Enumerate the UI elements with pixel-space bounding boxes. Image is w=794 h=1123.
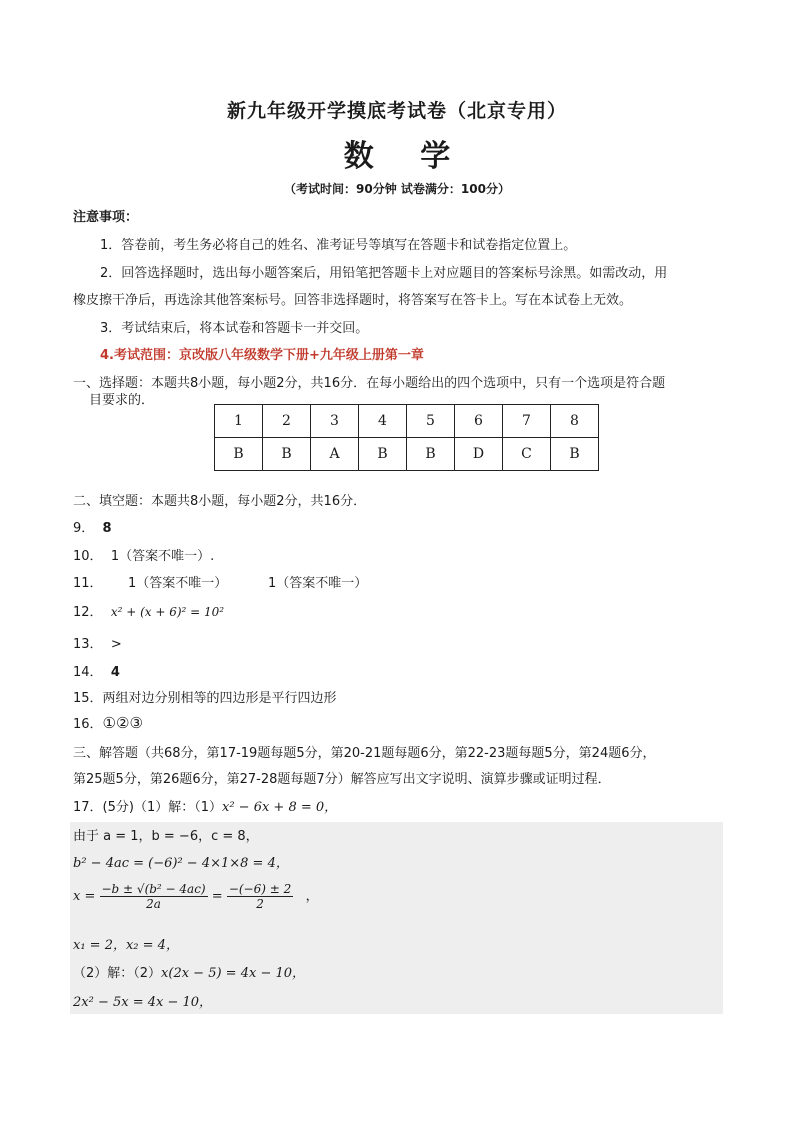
fraction-numerator: −(−6) ± 2	[228, 882, 292, 896]
question-number: 11．	[73, 576, 103, 591]
exam-time-info: （考试时间：90分钟 试卷满分：100分）	[284, 182, 510, 196]
quadratic-formula-fraction	[100, 882, 208, 911]
exam-title: 新九年级开学摸底考试卷（北京专用）	[226, 100, 567, 122]
table-cell-number: 1	[215, 405, 263, 438]
answer-q10	[73, 545, 214, 564]
formula-lhs: x =	[73, 889, 96, 904]
answer-value: 4	[110, 665, 120, 680]
answer-table	[214, 404, 599, 471]
answer-q11-b: 1（答案不唯一）	[268, 576, 368, 591]
table-cell-answer: C	[503, 438, 551, 471]
notice-item-2-line-2: 橡皮擦干净后，再选涂其他答案标号。回答非选择题时，将答案写在答卡上。写在本试卷上无效。	[73, 293, 633, 308]
formula-tail: ，	[305, 889, 319, 904]
answer-value: ①②③	[102, 714, 143, 732]
fraction-denominator: 2a	[146, 897, 161, 911]
answer-q12	[73, 601, 224, 620]
answer-table-numbers-row	[215, 405, 599, 438]
question-number: 15．	[73, 691, 103, 706]
question-number: 10．	[73, 549, 103, 564]
question-number: 16．	[73, 717, 103, 732]
section-3-heading: 三、解答题（共68分，第17-19题每题5分，第20-21题每题6分，第22-23题每题5分，第24题6分，	[73, 746, 656, 761]
solution-step-5	[73, 962, 305, 981]
section-3-heading-cont: 第25题5分，第26题6分，第27-28题每题7分）解答应写出文字说明、演算步骤或证明过程．	[73, 772, 611, 787]
table-cell-answer: D	[455, 438, 503, 471]
question-number: 12．	[73, 605, 103, 620]
answer-q14	[73, 661, 120, 680]
part-2-label: （2）解：（2）	[73, 966, 162, 981]
substituted-fraction	[227, 882, 293, 911]
answer-value: >	[110, 637, 122, 652]
fraction-numerator: −b ± √(b² − 4ac)	[101, 882, 206, 896]
table-cell-number: 8	[551, 405, 599, 438]
section-1-heading: 一、选择题：本题共8小题，每小题2分，共16分．在每小题给出的四个选项中，只有一个选项是符合题	[73, 376, 666, 391]
solution-block	[70, 822, 723, 1014]
fraction-denominator: 2	[256, 897, 264, 911]
q17-label: 17．(5分)（1）解：（1）	[73, 800, 222, 815]
q17-equation: x² − 6x + 8 = 0，	[222, 800, 338, 815]
notice-heading: 注意事项：	[73, 210, 139, 225]
table-cell-answer: B	[215, 438, 263, 471]
table-cell-answer: B	[263, 438, 311, 471]
answer-q11	[73, 572, 103, 591]
answer-value: 1（答案不唯一）.	[110, 549, 215, 564]
table-cell-number: 6	[455, 405, 503, 438]
notice-item-3: 3．考试结束后，将本试卷和答题卡一并交回。	[100, 321, 369, 336]
notice-item-1: 1．答卷前，考生务必将自己的姓名、准考证号等填写在答题卡和试卷指定位置上。	[100, 238, 577, 253]
answer-q15	[73, 687, 337, 706]
table-cell-answer: B	[359, 438, 407, 471]
solution-step-1: 由于 a = 1，b = −6，c = 8，	[73, 829, 259, 844]
table-cell-answer: A	[311, 438, 359, 471]
answer-value: 两组对边分别相等的四边形是平行四边形	[102, 691, 337, 706]
table-cell-number: 5	[407, 405, 455, 438]
question-number: 14．	[73, 665, 103, 680]
answer-table-answers-row	[215, 438, 599, 471]
answer-q11-a: 1（答案不唯一）	[128, 576, 228, 591]
table-cell-number: 7	[503, 405, 551, 438]
notice-item-2-line-1: 2．回答选择题时，选出每小题答案后，用铅笔把答题卡上对应题目的答案标号涂黑。如需改动，用	[100, 266, 668, 281]
answer-equation: x² + (x + 6)² = 10²	[110, 605, 225, 619]
table-cell-answer: B	[551, 438, 599, 471]
section-1-heading-cont: 目要求的．	[89, 393, 155, 408]
subject-title: 数 学	[343, 139, 469, 174]
answer-q16	[73, 713, 143, 732]
q17-heading	[73, 796, 337, 815]
exam-scope: 4.考试范围：京改版八年级数学下册+九年级上册第一章	[100, 348, 424, 363]
table-cell-number: 4	[359, 405, 407, 438]
table-cell-number: 3	[311, 405, 359, 438]
answer-q13	[73, 633, 122, 652]
answer-value: 8	[102, 521, 112, 536]
table-cell-answer: B	[407, 438, 455, 471]
question-number: 13．	[73, 637, 103, 652]
solution-step-2: b² − 4ac = (−6)² − 4×1×8 = 4，	[73, 856, 289, 871]
section-2-heading: 二、填空题：本题共8小题，每小题2分，共16分．	[73, 494, 367, 509]
part-2-equation: x(2x − 5) = 4x − 10，	[161, 966, 306, 981]
formula-equals: =	[211, 889, 223, 904]
question-number: 9．	[73, 521, 95, 536]
solution-step-4: x₁ = 2，x₂ = 4，	[73, 938, 179, 953]
table-cell-number: 2	[263, 405, 311, 438]
solution-step-6: 2x² − 5x = 4x − 10，	[73, 995, 213, 1010]
solution-step-3	[73, 882, 319, 911]
answer-q9	[73, 517, 112, 536]
